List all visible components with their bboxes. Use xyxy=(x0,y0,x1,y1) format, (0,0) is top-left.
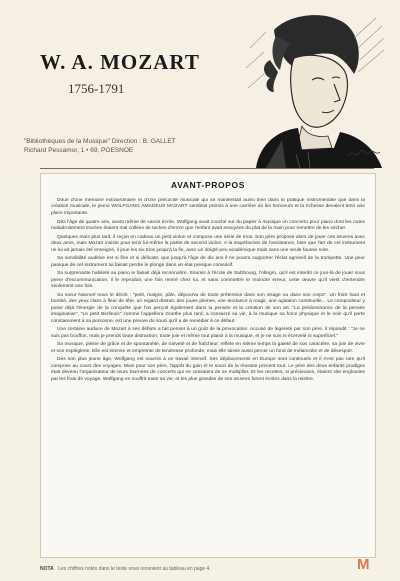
page-title: W. A. MOZART xyxy=(40,50,200,74)
foreword-text xyxy=(51,198,365,550)
attribution-line: Richard Pessamor, 1 • 69, POESNOE xyxy=(24,147,134,154)
footnote-label: NOTA xyxy=(40,566,54,572)
corner-mark: M xyxy=(357,556,370,573)
paragraph: Doué d'une mémoire extraordinaire et d'une précocité musicale qui se manifestait aussi bien dans la pratique instrumentale que dans la création musicale, le jeune WOLFGANG AMADEUS MOZART semblait promis à une carrière où les honneurs et la richesse devaient tenir une place importante. xyxy=(51,198,365,216)
attribution xyxy=(24,137,224,155)
mozart-portrait xyxy=(236,8,386,168)
paragraph: Sa sensibilité auditive est si fine et si délicate, que jusqu'à l'âge de dix ans il ne pourra supporter l'éclat agressif de la trompette. Une peur panique de cet instrument lui faisait perdre le plonge dans un état presque convulsif. xyxy=(51,256,365,268)
paragraph: Quelques mois plus tard, il reçoit en cadeau un petit violon et compose une série de trios. Son père propose alors de jouer ces œuvres avec deux amis, mais Mozart insiste pour tenir lui-même la partie de second violon. A la stupéfaction de l'assistance, bien que l'art de cet instrument ne lui ait jamais été enseigné, il joue les six trios jusqu'à la fin, avec un doigté peu académique mais sans une seule fausse note. xyxy=(51,234,365,253)
footnote xyxy=(40,566,340,572)
paragraph: Dès l'âge de quatre ans, avant même de savoir écrire, Wolfgang avait couché sur du papier à musique un concerto pour piano dont les notes maladroitement tracées étaient mal collées de taches d'encre que l'enfant avait essuyées du plat de la main pour remettre de les sécher. xyxy=(51,219,365,231)
section-title: AVANT-PROPOS xyxy=(171,180,245,190)
header xyxy=(0,0,400,170)
paragraph: Une certaine audace de Mozart à ses débuts a fait penser à un goût de la provocation. Accusé de légèreté par son père, il répondit : "Je ne suis pas bouffon, mais je prends toute distraction; toute joie et même tout plaisir à la musique, et je ne suis ni écervelé ni superficiel." xyxy=(51,327,365,339)
paragraph: Sa surprenante habileté au piano le faisait déjà reconnaître. Soumis à l'école de Salzbourg, l'Allegro, qu'il est interdit ce jour-là de jouer sous peine d'excommunication, il le reproduit, une fois rentré chez lui, et sans commettre le moindre erreur, cette œuvre qu'il vient d'entendre seulement une fois. xyxy=(51,271,365,290)
paragraph: Sa sœur Nannerl nous le décrit : "petit, maigre, pâle, dépourvu de toute prétention dans son visage ou dans son corps". Un front haut et bombé, des yeux clairs à fleur de tête, un regard distrait, des joues pleines, une tendance à rougir, une agitation continuelle... Le compositeur y puise déjà l'énergie de la conquête que l'on perçoit également dans la pensée et la création de son art. "La prédominance de la pensée imaginative", "Le petit Berlinois" comme l'appellera Goethe plus tard, a consacré sa vie, à la musique sa force physique et le soin qu'il porte constamment à sa personne, est une preuve du souci qu'il a de remédier à ce défaut. xyxy=(51,292,365,324)
paragraph: Dès son plus jeune âge, Wolfgang est soumis à un travail intensif. Ses déplacements en Europe sont continuels et il n'est pas rare qu'il compose au cours des voyages. Mais pour son père, l'appât du gain et le souci de la réussite priment tout. Le père des deux enfants prodiges était devenu l'organisateur de leurs tournées de concerts qui ne cessaient de se multiplier. Et les recettes, si précieuses, étaient vite englouties par les frais de voyage. Wolfgang en souffrit toute sa vie; et les plus grandes de ses œuvres furent écrites dans la misère. xyxy=(51,357,365,382)
foreword-section xyxy=(40,173,376,558)
footnote-text: Les chiffres notés dans le texte vous renvoient au tableau en page 4. xyxy=(58,566,211,572)
paragraph: Sa musique, pleine de grâce et de spontanéité, de naïveté et de fraîcheur, reflète en même temps la gaieté de son caractère, sa joie de vivre et son espièglerie. Elle est intense et empreinte de tendresse profonde, mais elle laisse aussi percer un fond de mélancolie et de désespoir. xyxy=(51,342,365,354)
attribution-line: "Bibliothèques de la Musique" Direction : B. GALLET xyxy=(24,138,176,145)
life-dates: 1756-1791 xyxy=(68,81,125,96)
header-divider xyxy=(40,168,374,169)
